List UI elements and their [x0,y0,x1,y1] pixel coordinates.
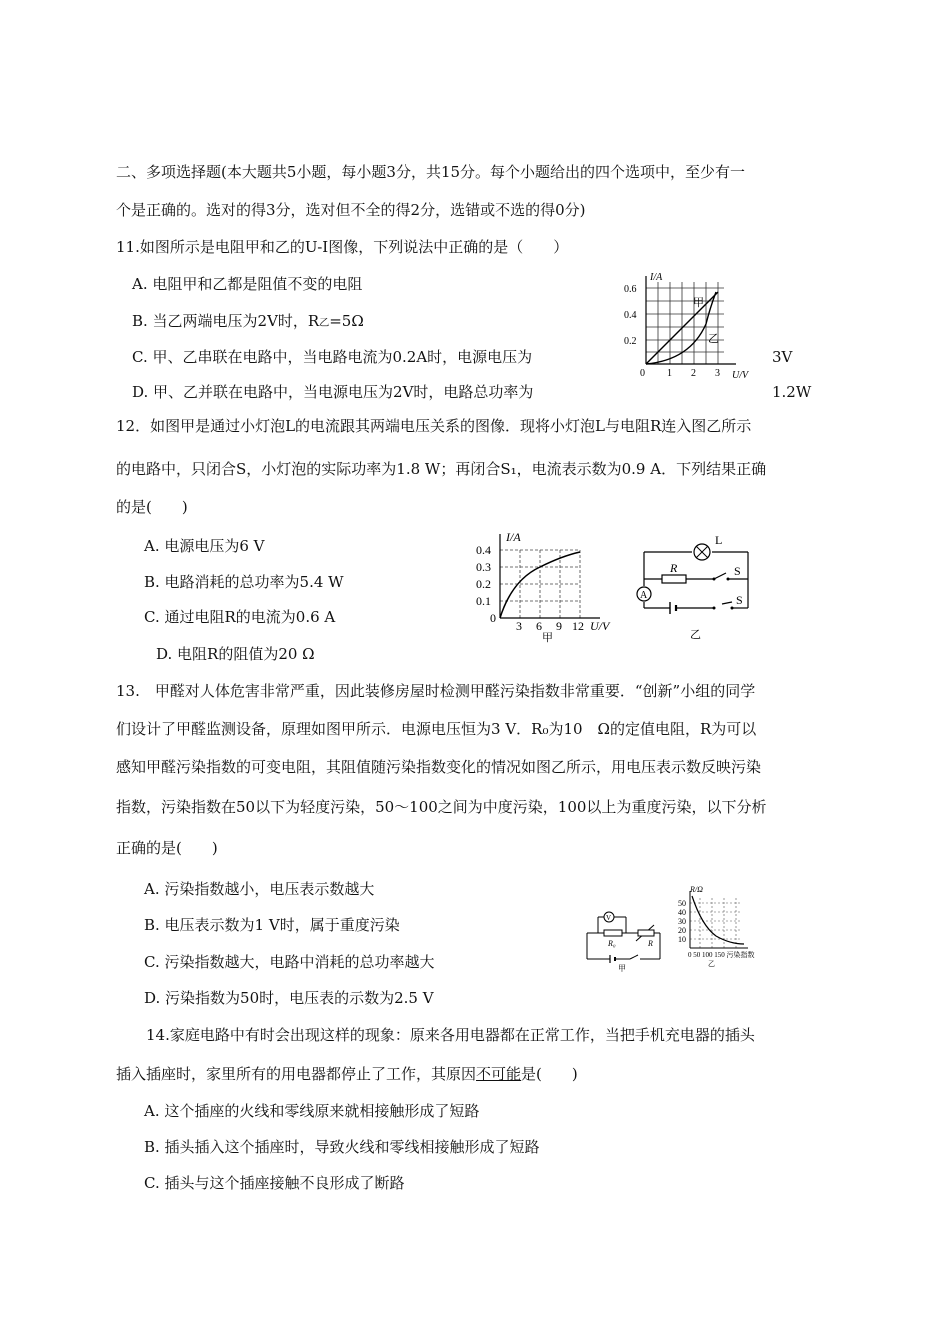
q12-y-tick: 0.4 [476,543,491,557]
q14-stem-line1: 14.家庭电路中有时会出现这样的现象：原来各用电器都在正常工作，当把手机充电器的插头 [146,1026,755,1044]
q12-y-label: I/A [506,530,521,544]
q12-lamp [694,544,710,560]
q13-option-a: A. 污染指数越小，电压表示数越大 [144,880,375,898]
q13-y-tick: 40 [678,908,686,917]
q12-y-tick: 0.2 [476,577,491,591]
q13-y-label: R/Ω [690,885,703,894]
section-heading-line2: 个是正确的。选对的得3分，选对但不全的得2分，选错或不选的得0分) [116,201,586,219]
q11-stem: 11.如图所示是电阻甲和乙的U-I图像，下列说法中正确的是（ ） [116,238,569,256]
q11-label-yi: 乙 [708,333,719,345]
q12-stem-line3: 的是( ) [116,498,188,516]
q13-y-tick: 20 [678,926,686,935]
q11-option-a: A. 电阻甲和乙都是阻值不变的电阻 [132,275,363,293]
q13-variable-resistor [638,930,654,936]
q11-label-jia: 甲 [693,297,704,309]
q12-origin-label: 0 [490,611,496,625]
q12-option-a: A. 电源电压为6 V [144,537,265,555]
q11-x-tick: 3 [715,368,720,379]
q13-graph-yi [676,885,806,968]
q13-y-tick: 50 [678,899,686,908]
q11-option-d-answer: 1.2W [772,383,812,401]
q12-switch2-label: S [736,593,743,607]
q12-lamp-label: L [715,533,723,547]
q12-stem-line2: 的电路中，只闭合S，小灯泡的实际功率为1.8 W；再闭合S₁，电流表示数为0.9 A．下列结果正确 [116,460,767,478]
q13-caption-jia: 甲 [618,964,626,973]
q11-option-b: B. 当乙两端电压为2V时，R乙=5Ω [132,312,364,330]
q12-x-tick: 12 [572,619,584,633]
q13-stem-line3: 感知甲醛污染指数的可变电阻，其阻值随污染指数变化的情况如图乙所示，用电压表示数反映污染 [116,758,762,776]
q12-x-tick: 3 [516,619,522,633]
q13-y-tick: 30 [678,917,686,926]
q12-x-tick: 6 [536,619,542,633]
q13-stem-line1: 13. 甲醛对人体危害非常严重，因此装修房屋时检测甲醛污染指数非常重要．“创新”小组的同学 [116,682,756,700]
q11-x-label: U/V [732,370,749,381]
q11-y-tick: 0.4 [624,310,637,321]
q14-option-b: B. 插头插入这个插座时，导致火线和零线相接触形成了短路 [144,1138,540,1156]
q13-y-tick: 10 [678,935,686,944]
q12-resistor [662,575,686,583]
q14-stem-line2: 插入插座时，家里所有的用电器都停止了工作，其原因不可能是( ) [116,1065,578,1083]
q14-option-c: C. 插头与这个插座接触不良形成了断路 [144,1174,405,1192]
q12-switch1-label: S [734,564,741,578]
q13-x-ticks: 0 50 100 150 污染指数 [688,951,755,959]
q13-option-c: C. 污染指数越大，电路中消耗的总功率越大 [144,953,435,971]
q11-y-label: I/A [650,272,663,283]
q11-y-tick: 0.6 [624,284,637,295]
q11-x-tick: 2 [691,368,696,379]
q12-resistor-label: R [670,561,678,575]
q12-stem-line1: 12．如图甲是通过小灯泡L的电流跟其两端电压关系的图像．现将小灯泡L与电阻R连入图乙所示 [116,417,752,435]
q13-stem-line2: 们设计了甲醛监测设备，原理如图甲所示．电源电压恒为3 V．R₀为10 Ω的定值电阻，R为可以 [116,720,757,738]
q12-option-c: C. 通过电阻R的电流为0.6 A [144,608,336,626]
q13-stem-line5: 正确的是( ) [116,839,218,857]
q11-y-tick: 0.2 [624,336,637,347]
q13-stem-line4: 指数，污染指数在50以下为轻度污染，50～100之间为中度污染，100以上为重度污染，以下分析 [116,798,767,816]
q11-x-tick: 1 [667,368,672,379]
q14-option-a: A. 这个插座的火线和零线原来就相接触形成了短路 [144,1102,480,1120]
q12-y-tick: 0.1 [476,594,491,608]
q12-grid [500,550,580,618]
q11-option-c-answer: 3V [772,348,793,366]
q11-ui-graph [620,272,760,382]
q12-option-d: D. 电阻R的阻值为20 Ω [156,645,315,663]
q12-caption-yi: 乙 [690,629,701,641]
q13-r0-resistor [604,930,622,936]
q13-grid [690,898,740,948]
q13-option-d: D. 污染指数为50时，电压表的示数为2.5 V [144,989,434,1007]
q13-voltmeter-label: V [606,914,612,922]
q12-circuit-yi [628,532,758,642]
q12-caption-jia: 甲 [542,632,553,644]
q11-option-c: C. 甲、乙串联在电路中，当电路电流为0.2A时，电源电压为 [132,348,533,366]
q11-x-tick: 0 [640,368,645,379]
q12-x-label: U/V [590,619,610,633]
q13-circuit-jia [584,907,664,971]
q12-y-tick: 0.3 [476,560,491,574]
q12-ammeter-label: A [640,590,648,601]
q12-graph-jia [470,530,630,642]
q11-option-d: D. 甲、乙并联在电路中，当电源电压为2V时，电路总功率为 [132,383,534,401]
q13-caption-yi: 乙 [708,960,715,968]
q12-x-tick: 9 [556,619,562,633]
q13-r-label: R [648,939,653,948]
section-heading-line1: 二、多项选择题(本大题共5小题，每小题3分，共15分。每个小题给出的四个选项中，至少有一 [116,163,746,181]
q13-option-b: B. 电压表示数为1 V时，属于重度污染 [144,916,400,934]
q12-option-b: B. 电路消耗的总功率为5.4 W [144,573,344,591]
q13-r0-label: R₀ [608,939,616,948]
